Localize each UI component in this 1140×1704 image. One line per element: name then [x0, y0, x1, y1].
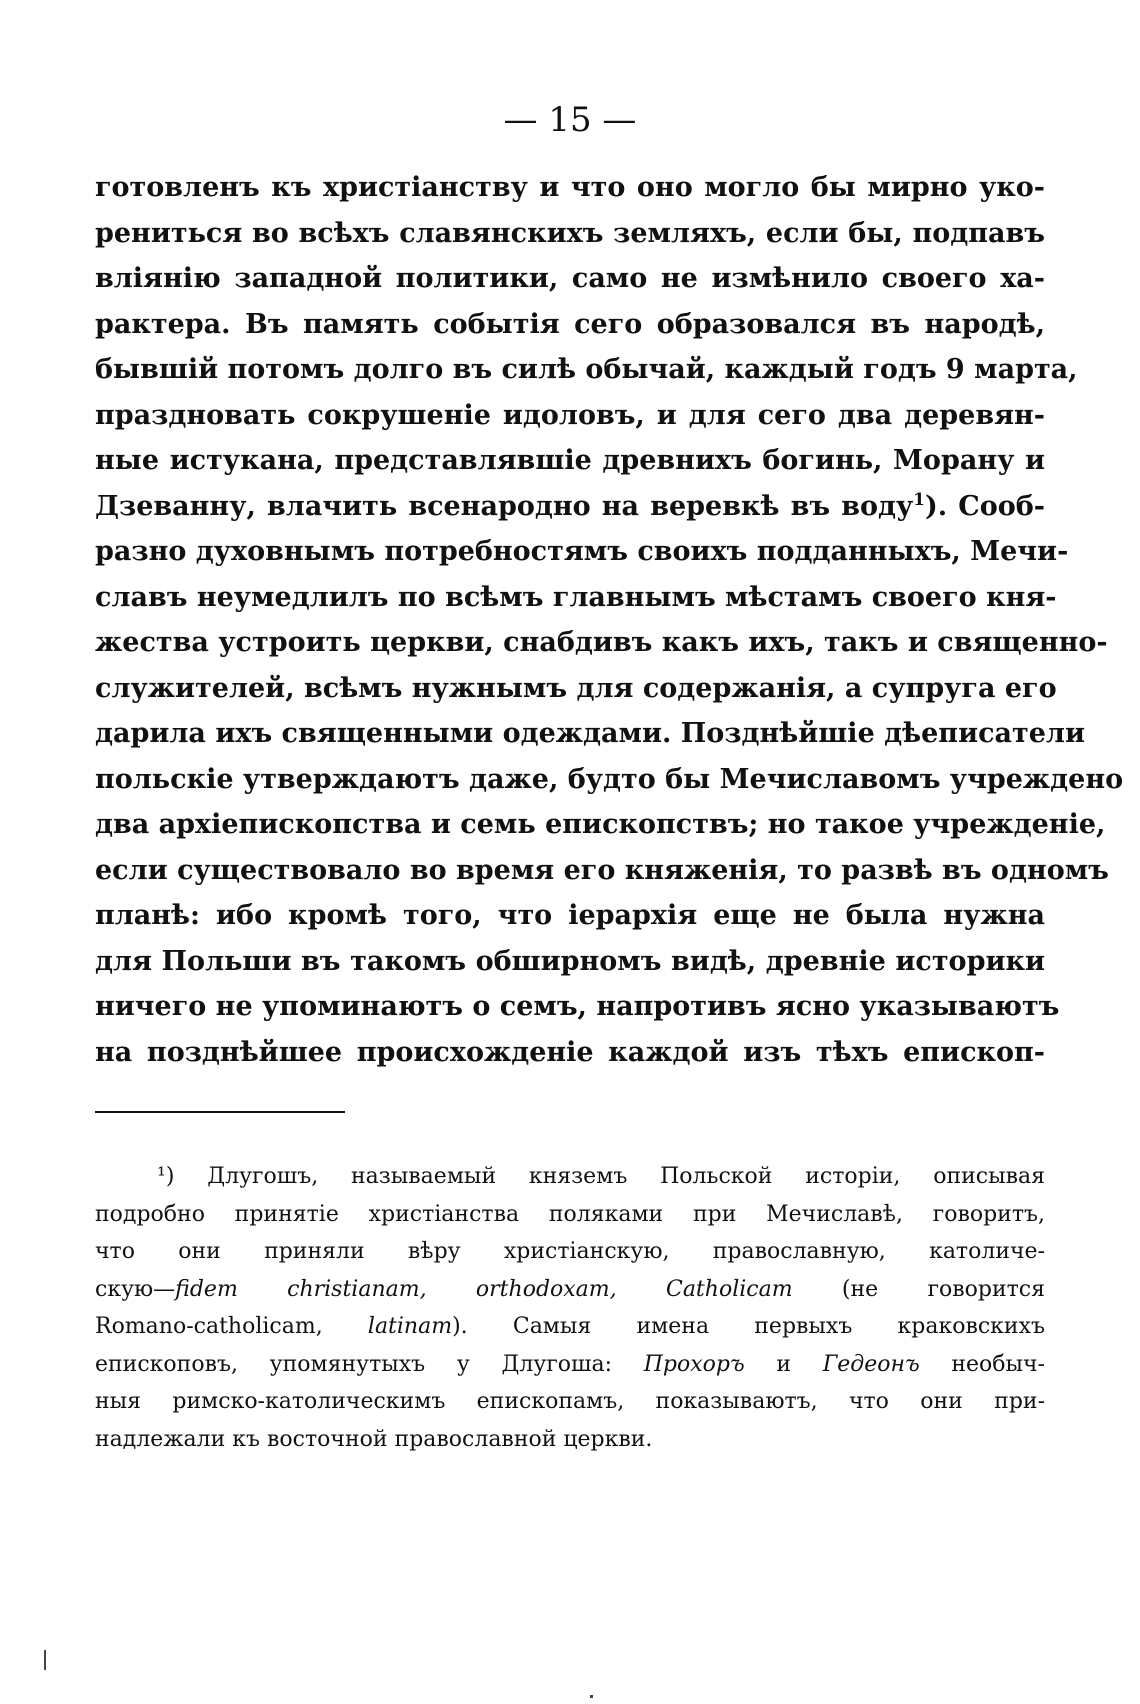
scan-speck — [590, 1695, 593, 1698]
footnote-text: епископовъ, упомянутыхъ у Длугоша: — [95, 1351, 613, 1377]
text-line: для Польши въ такомъ обширномъ видѣ, древніе историки — [95, 945, 1045, 977]
text-line: вліянію западной политики, само не измѣнило своего ха- — [95, 263, 1045, 294]
latin-phrase: latinam — [367, 1314, 453, 1339]
text-line: рениться во всѣхъ славянскихъ земляхъ, если бы, подпавъ — [95, 217, 1045, 249]
text-line: если существовало во время его княженія, то развѣ въ одномъ — [95, 854, 1109, 886]
footnote-text: Длугошъ, называемый княземъ Польской исторіи, описывая — [207, 1164, 1045, 1189]
text-line: рактера. Въ память событія сего образовался въ народѣ, — [95, 308, 1045, 340]
footnote-line: надлежали къ восточной православной церкви. — [95, 1426, 653, 1452]
bishop-name: Прохоръ — [643, 1351, 745, 1377]
text-segment: ). Сооб- — [924, 490, 1045, 522]
text-line: планѣ: ибо кромѣ того, что іерархія еще не была нужна — [95, 900, 1045, 931]
text-line: два архіепископства и семь епископствъ; но такое учрежденіе, — [95, 809, 1106, 840]
footnote-line — [95, 1158, 1045, 1196]
latin-phrase: fidem christianam, — [175, 1276, 427, 1302]
footnote-reference[interactable]: 1 — [913, 488, 925, 509]
footnote-line: что они приняли вѣру христіанскую, православную, католиче- — [95, 1239, 1045, 1264]
footnote-text: и — [776, 1351, 791, 1377]
text-line: польскіе утверждаютъ даже, будто бы Мечиславомъ учреждено — [95, 763, 1124, 795]
text-line: дарила ихъ священными одеждами. Позднѣйшіе дѣеписатели — [95, 718, 1085, 749]
text-line: ные истукана, представлявшіе древнихъ богинь, Морану и — [95, 445, 1045, 476]
footnote-text: Romano-catholicam, — [95, 1314, 323, 1339]
main-paragraph — [95, 165, 1124, 1075]
scan-speck — [44, 1650, 46, 1670]
footnote-text: скую— — [95, 1276, 176, 1302]
text-line: на позднѣйшее происхожденіе каждой изъ тѣхъ епископ- — [95, 1036, 1045, 1068]
text-line: готовленъ къ христіанству и что оно могло бы мирно уко- — [95, 172, 1045, 203]
text-line: разно духовнымъ потребностямъ своихъ подданныхъ, Мечи- — [95, 536, 1069, 567]
text-line: славъ неумедлилъ по всѣмъ главнымъ мѣстамъ своего кня- — [95, 581, 1057, 613]
latin-phrase: orthodoxam, — [475, 1276, 617, 1302]
footnote — [95, 1158, 1045, 1458]
text-line: жества устроить церкви, снабдивъ какъ ихъ, такъ и священно- — [95, 627, 1108, 658]
page-number: — 15 — — [503, 100, 637, 140]
text-line — [95, 484, 1045, 530]
text-line: ничего не упоминаютъ о семъ, напротивъ ясно указываютъ — [95, 991, 1060, 1022]
text-line: служителей, всѣмъ нужнымъ для содержанія, а супруга его — [95, 672, 1057, 704]
footnote-line: подробно принятіе христіанства поляками при Мечиславѣ, говоритъ, — [95, 1201, 1045, 1227]
footnote-marker: ¹) — [157, 1164, 175, 1189]
latin-phrase: Catholicam — [665, 1276, 793, 1302]
footnote-text: ). Самыя имена первыхъ краковскихъ — [452, 1314, 1046, 1339]
footnote-text: необыч- — [951, 1351, 1045, 1377]
text-segment: Дзеванну, влачить всенародно на веревкѣ въ воду — [95, 490, 914, 522]
bishop-name: Гедеонъ — [822, 1351, 920, 1377]
footnote-line — [95, 1271, 1045, 1309]
footnote-separator — [95, 1111, 345, 1113]
footnote-line — [95, 1308, 1045, 1346]
text-line: бывшій потомъ долго въ силѣ обычай, каждый годъ 9 марта, — [95, 354, 1078, 385]
footnote-line — [95, 1346, 1045, 1384]
footnote-text: (не говорится — [841, 1276, 1045, 1302]
text-line: праздновать сокрушеніе идоловъ, и для сего два деревян- — [95, 399, 1045, 431]
footnote-line: ныя римско-католическимъ епископамъ, показываютъ, что они при- — [95, 1389, 1045, 1414]
